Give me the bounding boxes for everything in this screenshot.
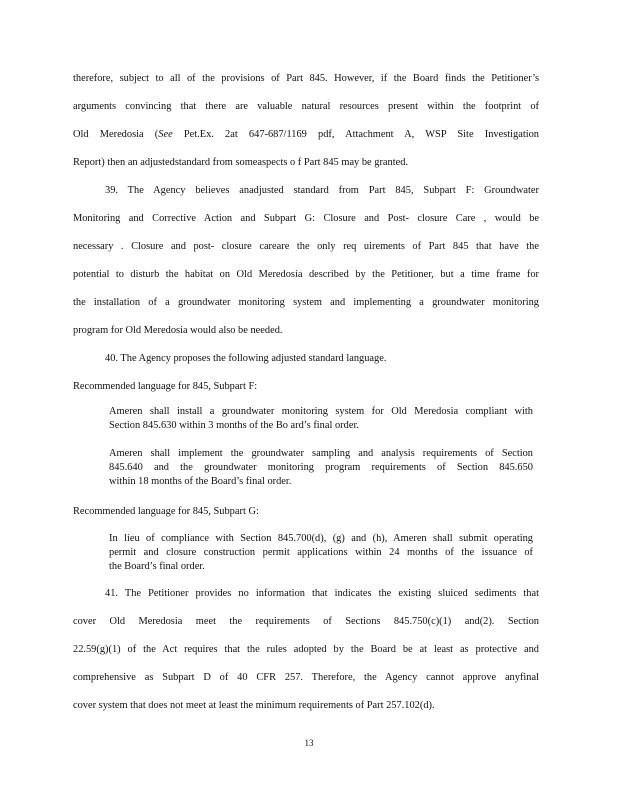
quote-line: 845.640 and the groundwater monitoring program requirements of Section 845.650: [109, 462, 533, 473]
paragraph-41-start: 41. The Petitioner provides no information that indicates the existing sluiced sediments that: [105, 588, 539, 599]
text-line: program for Old Meredosia would also be needed.: [73, 325, 283, 336]
quote-line: the Board’s final order.: [109, 561, 205, 572]
citation-rest: Pet.Ex. 2at 647-687/1169 pdf, Attachment A, WSP Site Investigation: [172, 129, 539, 140]
citation-signal: See: [158, 129, 173, 140]
quote-line: Ameren shall implement the groundwater sampling and analysis requirements of Section: [109, 448, 533, 459]
text-line: the installation of a groundwater monitoring system and implementing a groundwater monitoring: [73, 297, 539, 308]
paragraph-39-start: 39. The Agency believes anadjusted standard from Part 845, Subpart F: Groundwater: [105, 185, 539, 196]
page-number: 13: [304, 738, 314, 748]
text-line: [73, 128, 539, 142]
quote-line: In lieu of compliance with Section 845.700(d), (g) and (h), Ameren shall submit operating: [109, 533, 533, 544]
quote-line: within 18 months of the Board’s final order.: [109, 476, 292, 487]
text-line: cover Old Meredosia meet the requirements of Sections 845.750(c)(1) and(2). Section: [73, 616, 539, 627]
text-line: necessary . Closure and post- closure careare the only req uirements of Part 845 that have the: [73, 241, 539, 252]
text-line: Report) then an adjustedstandard from someaspects o f Part 845 may be granted.: [73, 157, 409, 168]
text-line: therefore, subject to all of the provisions of Part 845. However, if the Board finds the Petitioner’s: [73, 73, 539, 84]
text-line: potential to disturb the habitat on Old Meredosia described by the Petitioner, but a time frame for: [73, 269, 539, 280]
text-line: comprehensive as Subpart D of 40 CFR 257. Therefore, the Agency cannot approve anyfinal: [73, 672, 539, 683]
text-line: 22.59(g)(1) of the Act requires that the rules adopted by the Board be at least as protective and: [73, 644, 539, 655]
citation-open: Old Meredosia (: [73, 129, 159, 140]
section-heading-subpart-f: Recommended language for 845, Subpart F:: [73, 381, 258, 392]
quote-line: Ameren shall install a groundwater monitoring system for Old Meredosia compliant with: [109, 406, 533, 417]
quote-line: Section 845.630 within 3 months of the Bo ard’s final order.: [109, 420, 359, 431]
section-heading-subpart-g: Recommended language for 845, Subpart G:: [73, 506, 259, 517]
text-line: cover system that does not meet at least the minimum requirements of Part 257.102(d).: [73, 700, 435, 711]
text-line: arguments convincing that there are valuable natural resources present within the footprint of: [73, 101, 539, 112]
paragraph-40: 40. The Agency proposes the following adjusted standard language.: [105, 353, 387, 364]
quote-line: permit and closure construction permit applications within 24 months of the issuance of: [109, 547, 533, 558]
text-line: Monitoring and Corrective Action and Subpart G: Closure and Post- closure Care , would be: [73, 213, 539, 224]
